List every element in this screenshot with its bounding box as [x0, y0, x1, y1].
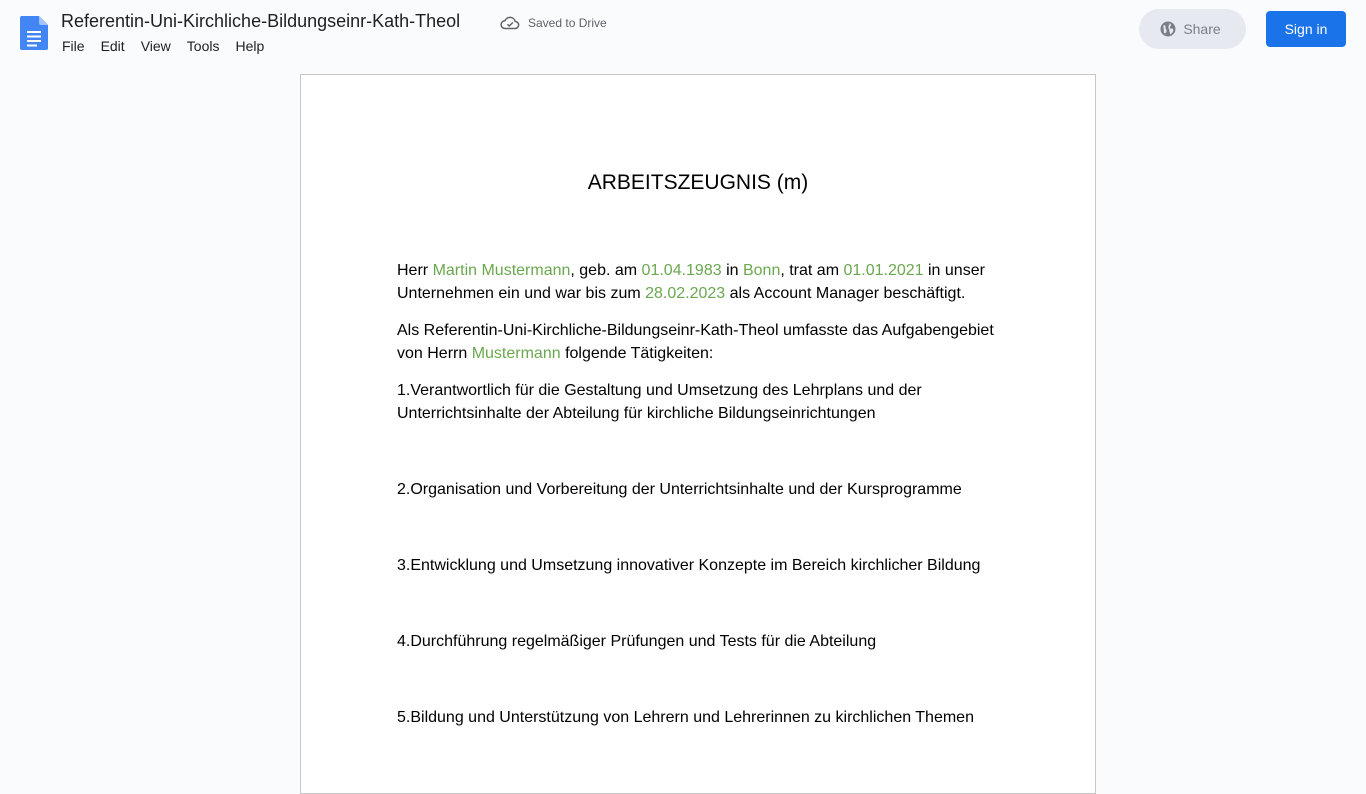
task-item: 3.Entwicklung und Umsetzung innovativer Konzepte im Bereich kirchlicher Bildung [397, 557, 981, 574]
share-label: Share [1183, 21, 1221, 37]
intro-paragraph [397, 260, 1007, 305]
birth-city: Bonn [742, 262, 781, 279]
document-page [300, 74, 1096, 794]
end-date: 28.02.2023 [645, 284, 726, 302]
intro-text: als Account Manager beschäftigt. [725, 284, 966, 302]
google-docs-icon[interactable] [20, 16, 48, 50]
scope-paragraph [397, 320, 1007, 365]
document-title[interactable]: Referentin-Uni-Kirchliche-Bildungseinr-Kath-Theol [61, 11, 461, 31]
sign-in-button[interactable]: Sign in [1266, 11, 1346, 47]
scope-text: Als Referentin-Uni-Kirchliche-Bildungseinr-Kath-Theol umfasste das Aufgabengebiet von Herrn [397, 322, 994, 362]
start-date: 01.01.2021 [843, 262, 924, 279]
menu-edit[interactable]: Edit [100, 38, 125, 54]
employee-name: Martin Mustermann [432, 262, 571, 279]
employee-surname: Mustermann [471, 344, 561, 362]
intro-text: , trat am [780, 262, 844, 279]
document-heading: ARBEITSZEUGNIS (m) [587, 171, 809, 194]
menu-help[interactable]: Help [235, 38, 265, 54]
task-item: 5.Bildung und Unterstützung von Lehrern und Lehrerinnen zu kirchlichen Themen [397, 709, 974, 726]
birth-date: 01.04.1983 [641, 262, 722, 279]
menu-file[interactable]: File [62, 38, 85, 54]
scope-text: folgende Tätigkeiten: [560, 344, 714, 362]
menu-tools[interactable]: Tools [186, 38, 220, 54]
task-item: 2.Organisation und Vorbereitung der Unterrichtsinhalte und der Kursprogramme [397, 481, 962, 498]
intro-text: in [721, 262, 743, 279]
save-status-label: Saved to Drive [528, 16, 607, 30]
menu-bar [54, 36, 272, 58]
save-status [500, 14, 607, 32]
task-item: 4.Durchführung regelmäßiger Prüfungen und Tests für die Abteilung [397, 633, 877, 650]
globe-icon [1160, 21, 1176, 37]
share-button[interactable] [1139, 9, 1246, 49]
cloud-check-icon [500, 15, 520, 31]
intro-text: , geb. am [570, 262, 642, 279]
intro-text: Herr [397, 262, 433, 279]
menu-view[interactable]: View [140, 38, 171, 54]
task-item: 1.Verantwortlich für die Gestaltung und Umsetzung des Lehrplans und der Unterrichtsinhalte der Abteilung für kirchliche Bildungseinrichtungen [397, 382, 922, 422]
intro-text: in unser Unternehmen ein und war bis zum [397, 262, 985, 302]
top-bar [0, 0, 1366, 64]
